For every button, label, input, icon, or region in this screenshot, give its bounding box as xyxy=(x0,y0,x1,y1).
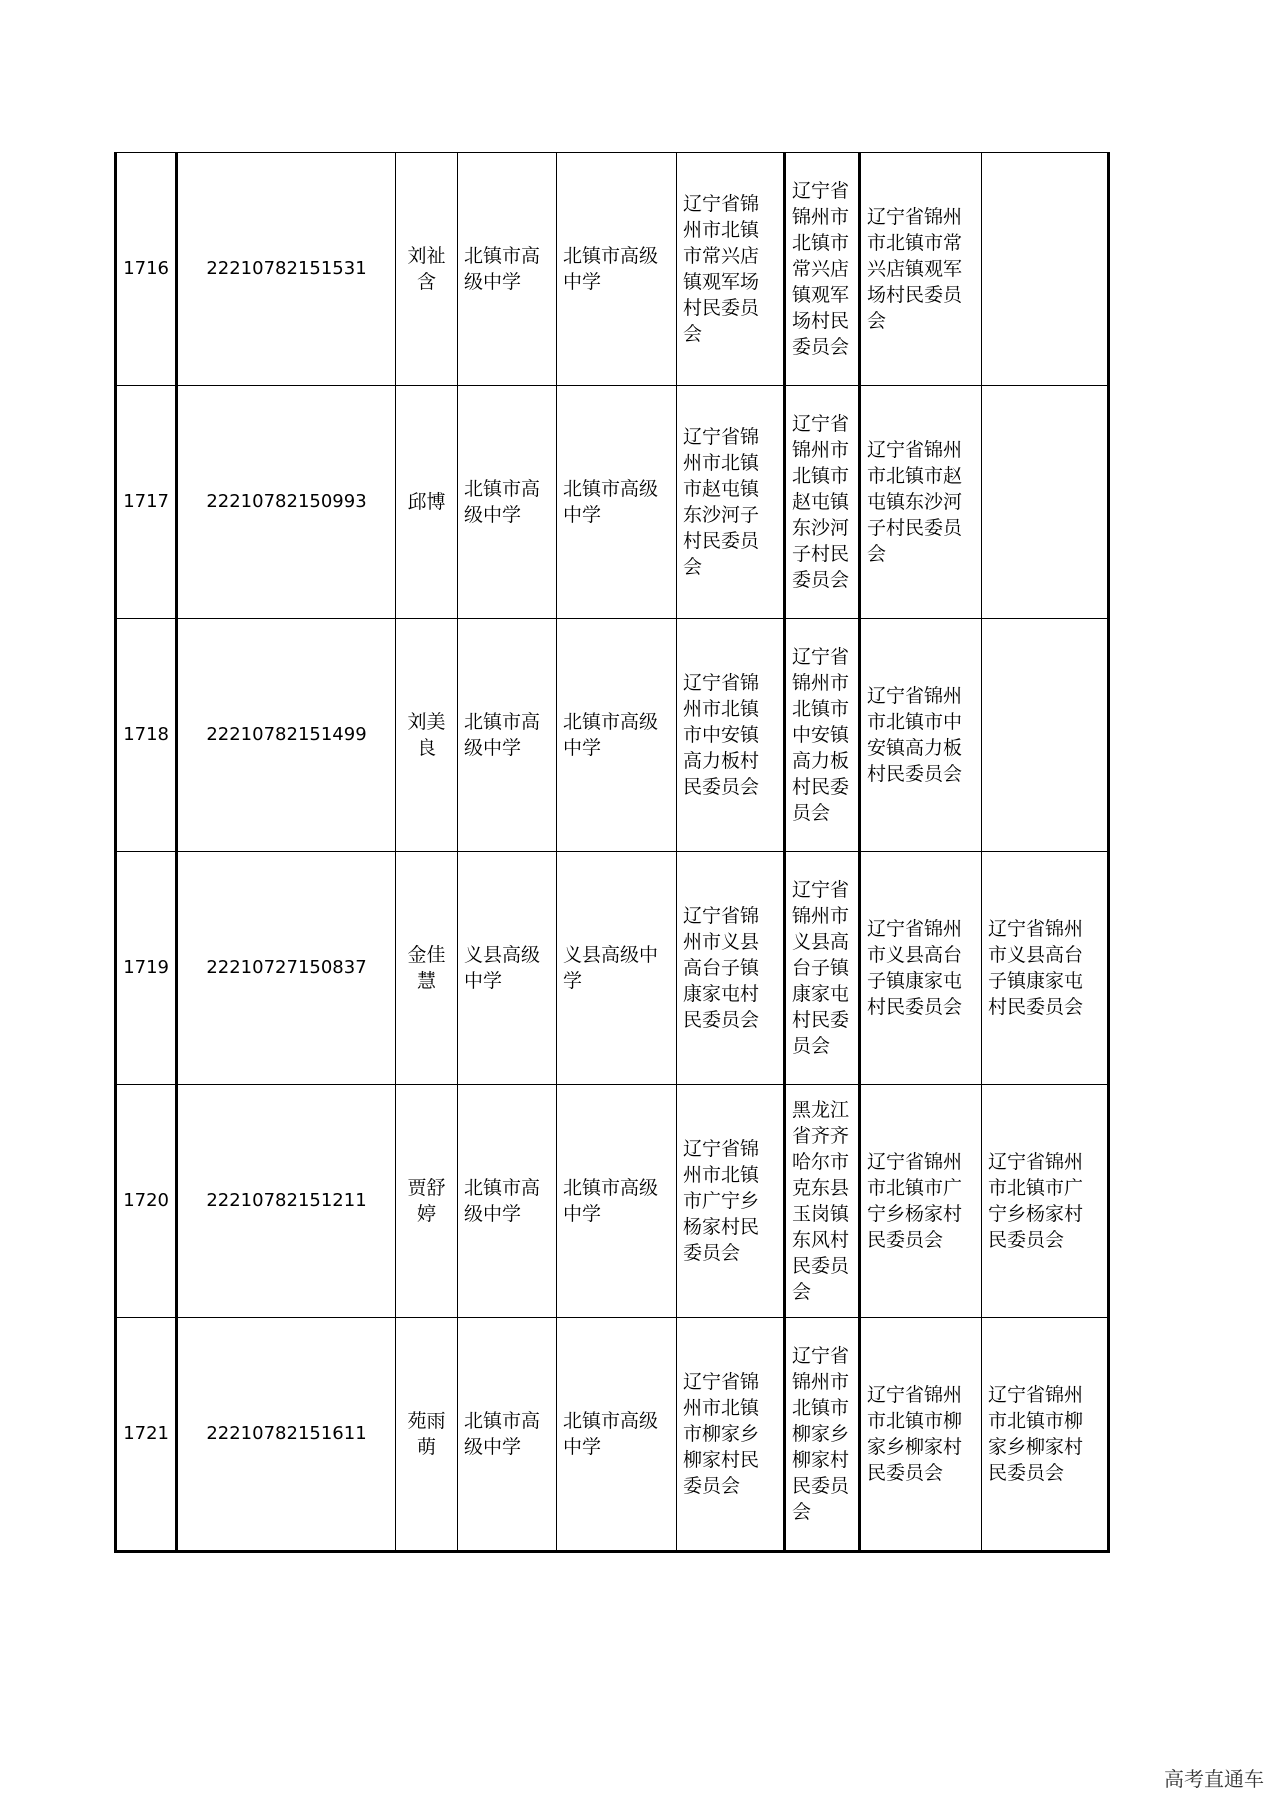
row-index: 1719 xyxy=(116,852,177,1085)
parent-household-address: 黑龙江省齐齐哈尔市克东县玉岗镇东风村民委员会 xyxy=(785,1085,860,1318)
student-name: 贾舒婷 xyxy=(396,1085,458,1318)
residence-address: 辽宁省锦州市北镇市常兴店镇观军场村民委员会 xyxy=(860,153,982,386)
row-index: 1720 xyxy=(116,1085,177,1318)
parent-household-address: 辽宁省锦州市北镇市柳家乡柳家村民委员会 xyxy=(785,1318,860,1552)
residence-address: 辽宁省锦州市北镇市中安镇高力板村民委员会 xyxy=(860,619,982,852)
student-name: 苑雨萌 xyxy=(396,1318,458,1552)
household-address: 辽宁省锦州市北镇市广宁乡杨家村民委员会 xyxy=(677,1085,785,1318)
graduate-school: 北镇市高级中学 xyxy=(458,386,557,619)
table-row xyxy=(116,1318,1109,1552)
candidate-number: 22210782151211 xyxy=(177,1085,396,1318)
residence-address: 辽宁省锦州市北镇市赵屯镇东沙河子村民委员会 xyxy=(860,386,982,619)
school-reported: 北镇市高级中学 xyxy=(557,1318,677,1552)
graduate-school: 义县高级中学 xyxy=(458,852,557,1085)
student-name: 刘祉含 xyxy=(396,153,458,386)
residence-address: 辽宁省锦州市北镇市柳家乡柳家村民委员会 xyxy=(860,1318,982,1552)
candidate-number: 22210782151611 xyxy=(177,1318,396,1552)
other-address xyxy=(982,153,1109,386)
graduate-school: 北镇市高级中学 xyxy=(458,619,557,852)
row-index: 1721 xyxy=(116,1318,177,1552)
watermark-text: 高考直通车 xyxy=(1164,1767,1264,1791)
residence-address: 辽宁省锦州市义县高台子镇康家屯村民委员会 xyxy=(860,852,982,1085)
household-address: 辽宁省锦州市北镇市柳家乡柳家村民委员会 xyxy=(677,1318,785,1552)
table-row xyxy=(116,153,1109,386)
school-reported: 北镇市高级中学 xyxy=(557,1085,677,1318)
table-row xyxy=(116,852,1109,1085)
student-name: 金佳慧 xyxy=(396,852,458,1085)
school-reported: 北镇市高级中学 xyxy=(557,619,677,852)
candidate-number: 22210782151531 xyxy=(177,153,396,386)
household-address: 辽宁省锦州市北镇市赵屯镇东沙河子村民委员会 xyxy=(677,386,785,619)
household-address: 辽宁省锦州市义县高台子镇康家屯村民委员会 xyxy=(677,852,785,1085)
graduate-school: 北镇市高级中学 xyxy=(458,1318,557,1552)
parent-household-address: 辽宁省锦州市北镇市常兴店镇观军场村民委员会 xyxy=(785,153,860,386)
candidate-number: 22210782150993 xyxy=(177,386,396,619)
parent-household-address: 辽宁省锦州市义县高台子镇康家屯村民委员会 xyxy=(785,852,860,1085)
student-name: 刘美良 xyxy=(396,619,458,852)
school-reported: 北镇市高级中学 xyxy=(557,386,677,619)
residence-address: 辽宁省锦州市北镇市广宁乡杨家村民委员会 xyxy=(860,1085,982,1318)
school-reported: 北镇市高级中学 xyxy=(557,153,677,386)
household-address: 辽宁省锦州市北镇市常兴店镇观军场村民委员会 xyxy=(677,153,785,386)
row-index: 1717 xyxy=(116,386,177,619)
other-address xyxy=(982,386,1109,619)
graduate-school: 北镇市高级中学 xyxy=(458,1085,557,1318)
candidate-number: 22210727150837 xyxy=(177,852,396,1085)
parent-household-address: 辽宁省锦州市北镇市赵屯镇东沙河子村民委员会 xyxy=(785,386,860,619)
student-name: 邱博 xyxy=(396,386,458,619)
table-row xyxy=(116,1085,1109,1318)
school-reported: 义县高级中学 xyxy=(557,852,677,1085)
row-index: 1716 xyxy=(116,153,177,386)
graduate-school: 北镇市高级中学 xyxy=(458,153,557,386)
candidate-number: 22210782151499 xyxy=(177,619,396,852)
roster-table-container xyxy=(114,152,1107,1553)
row-index: 1718 xyxy=(116,619,177,852)
parent-household-address: 辽宁省锦州市北镇市中安镇高力板村民委员会 xyxy=(785,619,860,852)
other-address xyxy=(982,619,1109,852)
other-address: 辽宁省锦州市北镇市广宁乡杨家村民委员会 xyxy=(982,1085,1109,1318)
other-address: 辽宁省锦州市北镇市柳家乡柳家村民委员会 xyxy=(982,1318,1109,1552)
table-row xyxy=(116,386,1109,619)
roster-table xyxy=(114,152,1110,1553)
table-row xyxy=(116,619,1109,852)
other-address: 辽宁省锦州市义县高台子镇康家屯村民委员会 xyxy=(982,852,1109,1085)
household-address: 辽宁省锦州市北镇市中安镇高力板村民委员会 xyxy=(677,619,785,852)
